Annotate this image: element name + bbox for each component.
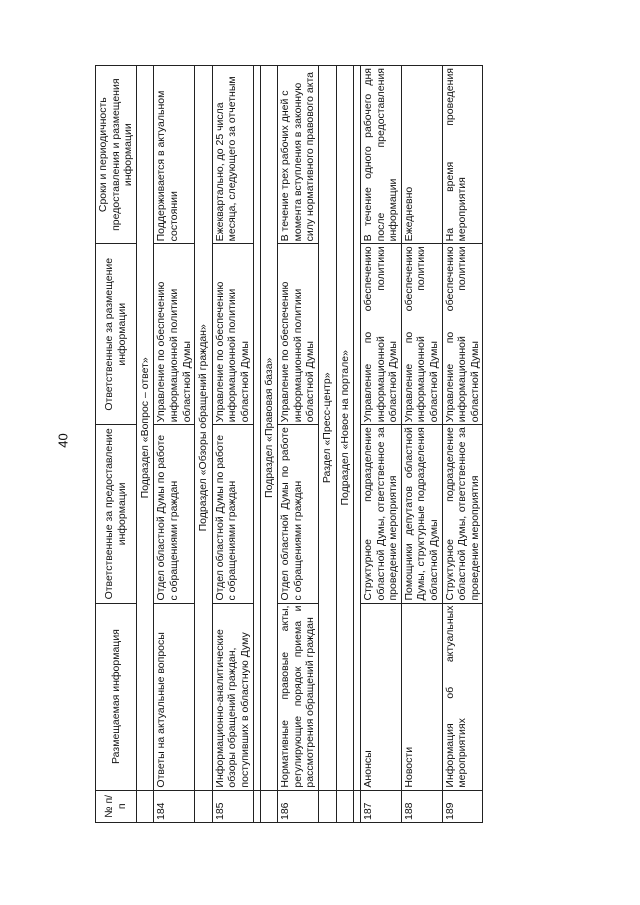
header-term: Сроки и периодичность предоставления и размещения информации — [96, 66, 137, 244]
section-row — [195, 66, 213, 823]
header-num: № п/п — [96, 790, 137, 822]
row-number: 189 — [442, 790, 483, 822]
header-info: Размещаемая информация — [96, 603, 137, 790]
row-number: 187 — [361, 790, 402, 822]
row-info: Нормативные правовые акты, регулирующие порядок приема и рассмотрения обращений граждан — [278, 603, 319, 790]
section-title: Подраздел «Обзоры обращений граждан» — [195, 66, 213, 791]
section-title: Подраздел «Вопрос – ответ» — [136, 66, 154, 791]
row-number: 184 — [154, 790, 195, 822]
row-info: Информация об актуальных мероприятиях — [442, 603, 483, 790]
table-row — [278, 66, 319, 823]
table-row — [212, 66, 253, 823]
row-place: Управление по обеспечению информационной политики областной Думы — [278, 244, 319, 425]
row-term: Поддерживается в актуальном состоянии — [154, 66, 195, 244]
row-term: На время проведения мероприятия — [442, 66, 483, 244]
table-row — [361, 66, 402, 823]
section-row — [136, 66, 154, 823]
page-number: 40 — [55, 433, 71, 448]
row-provide: Структурное подразделение областной Думы, ответственное за проведение мероприятия — [361, 425, 402, 603]
row-info: Новости — [401, 603, 442, 790]
table-row — [154, 66, 195, 823]
information-table — [95, 65, 483, 823]
row-number: 185 — [212, 790, 253, 822]
table-row — [442, 66, 483, 823]
row-info: Анонсы — [361, 603, 402, 790]
row-place: Управление по обеспечению информационной политики областной Думы — [361, 244, 402, 425]
row-place: Управление по обеспечению информационной политики областной Думы — [154, 244, 195, 425]
row-number: 186 — [278, 790, 319, 822]
row-place: Управление по обеспечению информационной политики областной Думы — [401, 244, 442, 425]
row-provide: Структурное подразделение областной Думы, ответственное за проведение мероприятия — [442, 425, 483, 603]
row-provide: Помощники депутатов областной Думы, структурные подразделения областной Думы — [401, 425, 442, 603]
row-number: 188 — [401, 790, 442, 822]
row-term: Ежеквартально, до 25 числа месяца, следующего за отчетным — [212, 66, 253, 244]
section-row — [260, 66, 278, 823]
header-row — [96, 66, 137, 823]
rotated-table-container — [95, 65, 531, 823]
header-place: Ответственные за размещение информации — [96, 244, 137, 425]
section-title: Подраздел «Правовая база» — [260, 66, 278, 791]
spacer-row — [354, 66, 361, 823]
row-place: Управление по обеспечению информационной политики областной Думы — [212, 244, 253, 425]
spacer-row — [253, 66, 260, 823]
row-term: В течение одного рабочего дня после предоставления информации — [361, 66, 402, 244]
section-row — [318, 66, 336, 823]
table-row — [401, 66, 442, 823]
row-term: Ежедневно — [401, 66, 442, 244]
row-provide: Отдел областной Думы по работе с обращениями граждан — [212, 425, 253, 603]
header-provide: Ответственные за предоставление информации — [96, 425, 137, 603]
row-info: Информационно-аналитические обзоры обращений граждан, поступивших в областную Думу — [212, 603, 253, 790]
section-row — [336, 66, 354, 823]
row-info: Ответы на актуальные вопросы — [154, 603, 195, 790]
section-title: Подраздел «Новое на портале» — [336, 66, 354, 791]
row-term: В течение трех рабочих дней с момента вступления в законную силу нормативного правового акта — [278, 66, 319, 244]
row-provide: Отдел областной Думы по работе с обращениями граждан — [278, 425, 319, 603]
row-place: Управление по обеспечению информационной политики областной Думы — [442, 244, 483, 425]
row-provide: Отдел областной Думы по работе с обращениями граждан — [154, 425, 195, 603]
section-title: Раздел «Пресс-центр» — [318, 66, 336, 791]
